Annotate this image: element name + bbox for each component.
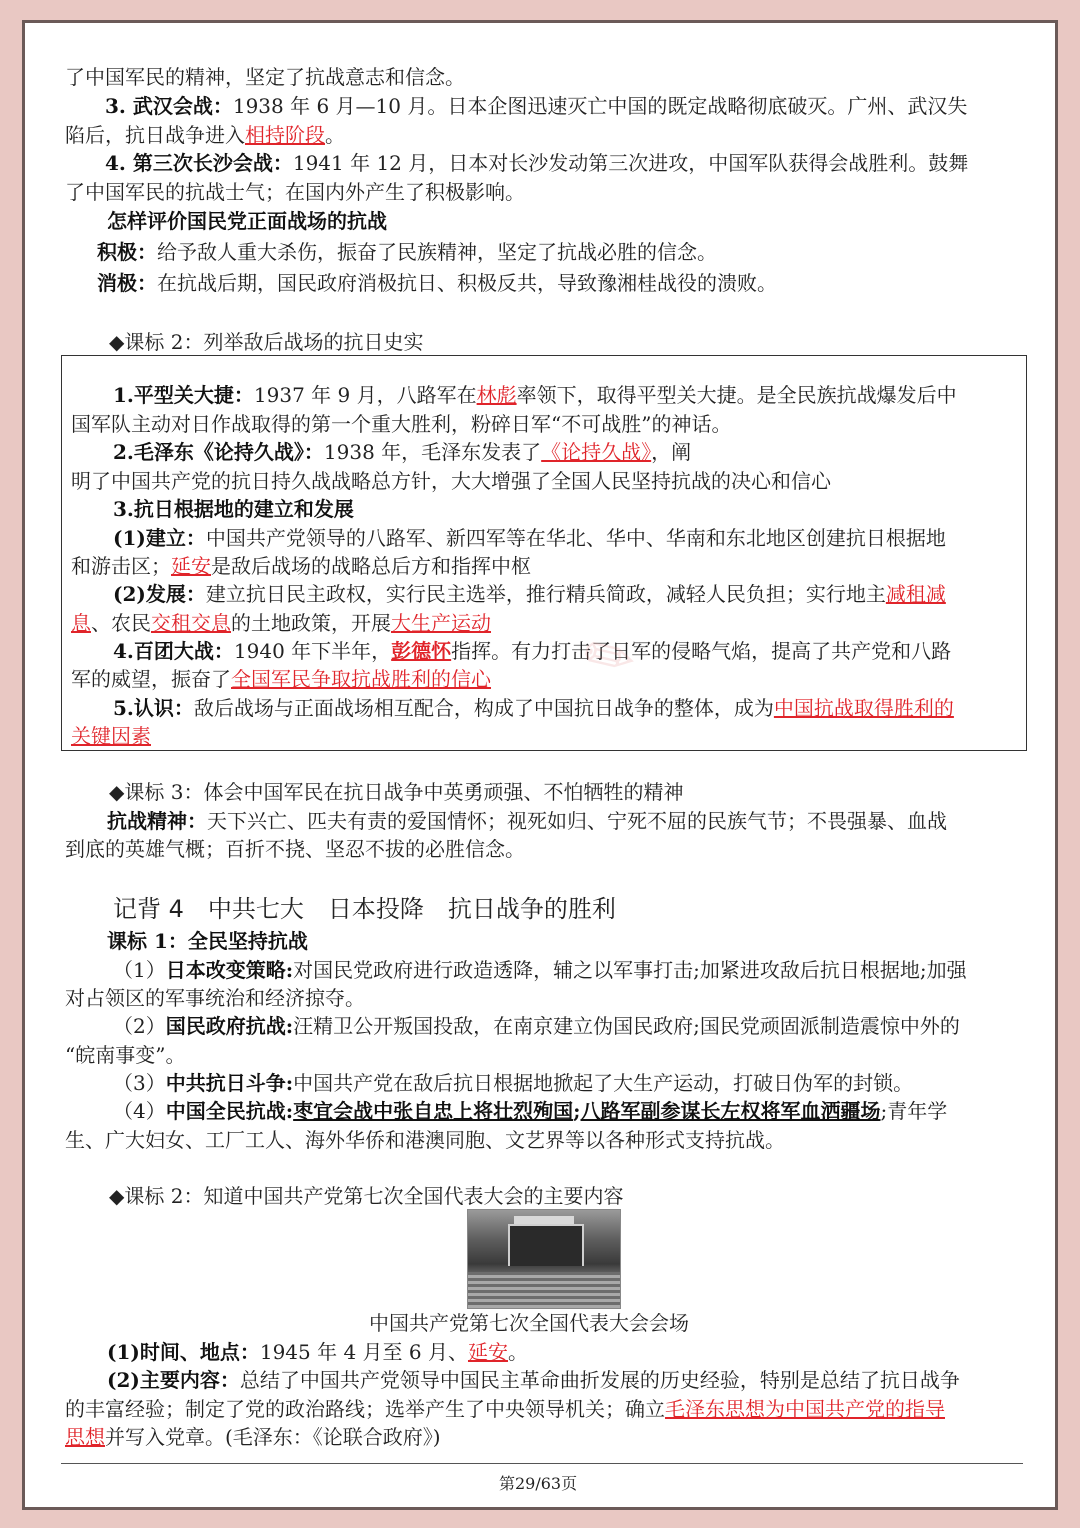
spirit-line: 抗战精神：天下兴亡、匹夫有责的爱国情怀；视死如归、宁死不屈的民族气节；不畏强暴、血战 <box>107 809 947 833</box>
list-item: （3）中共抗日斗争:中国共产党在敌后抗日根据地掀起了大生产运动，打破日伪军的封锁。 <box>113 1071 914 1095</box>
base-establish-line: (1)建立：中国共产党领导的八路军、新四军等在华北、华中、华南和东北地区创建抗日根据地 <box>113 526 946 550</box>
time-place-line: (1)时间、地点：1945 年 4 月至 6 月、延安。 <box>107 1340 528 1364</box>
page-number: 第29/63页 <box>499 1474 578 1493</box>
section-heading: ◆课标 3：体会中国军民在抗日战争中英勇顽强、不怕牺牲的精神 <box>109 780 684 804</box>
evaluation-heading: 怎样评价国民党正面战场的抗战 <box>107 209 387 233</box>
highlight-term: 《论持久战》 <box>541 440 652 464</box>
base-develop-line: (2)发展：建立抗日民主政权，实行民主选举，推行精兵简政，减轻人民负担；实行地主减租减 <box>113 582 946 606</box>
text-line: 的丰富经验；制定了党的政治路线；选举产生了中央领导机关；确立毛泽东思想为中国共产党的指导 <box>65 1397 945 1421</box>
negative-line: 消极：在抗战后期，国民政府消极抗日、积极反共，导致豫湘桂战役的溃败。 <box>97 271 777 295</box>
document-page <box>22 20 1058 1510</box>
highlight-term: 关键因素 <box>71 724 151 748</box>
text-line: 思想并写入党章。(毛泽东：《论联合政府》) <box>65 1425 441 1449</box>
wuhan-battle-line: 3. 武汉会战：1938 年 6 月—10 月。日本企图迅速灭亡中国的既定战略彻底破灭。广州、武汉失 <box>105 94 968 118</box>
highlight-term: 大生产运动 <box>391 611 491 635</box>
text-line: 军的威望，振奋了全国军民争取抗战胜利的信心 <box>71 667 491 691</box>
text-line: 和游击区；延安是敌后战场的战略总后方和指挥中枢 <box>71 554 531 578</box>
highlight-term: 中国抗战取得胜利的 <box>773 696 954 720</box>
congress-hall-photo <box>467 1209 621 1309</box>
section-heading: ◆课标 2：列举敌后战场的抗日史实 <box>109 330 424 354</box>
text-line: 生、广大妇女、工厂工人、海外华侨和港澳同胞、文艺界等以各种形式支持抗战。 <box>65 1128 785 1152</box>
highlight-term: 毛泽东思想为中国共产党的指导 <box>665 1397 945 1421</box>
text-line <box>71 722 151 750</box>
list-item: （1）日本改变策略:对国民党政府进行政造透降，辅之以军事打击;加紧进攻敌后抗日根据地;加强 <box>113 958 967 982</box>
text-line: “皖南事变”。 <box>65 1043 186 1067</box>
photo-caption: 中国共产党第七次全国代表大会会场 <box>369 1311 689 1335</box>
section-heading: ◆课标 2：知道中国共产党第七次全国代表大会的主要内容 <box>109 1184 624 1208</box>
highlight-term: 林彪 <box>476 383 517 407</box>
footer-divider <box>61 1463 1023 1464</box>
main-content-line: (2)主要内容：总结了中国共产党领导中国民主革命曲折发展的历史经验，特别是总结了抗日战争 <box>107 1368 960 1392</box>
subsection-heading: 课标 1：全民坚持抗战 <box>107 929 308 953</box>
text-line: 明了中国共产党的抗日持久战战略总方针，大大增强了全国人民坚持抗战的决心和信心 <box>71 469 831 493</box>
highlight-term: 息 <box>71 611 91 635</box>
highlight-term: 延安 <box>467 1340 508 1364</box>
highlight-term: 彭德怀 <box>391 639 452 663</box>
list-item: （4）中国全民抗战:枣宜会战中张自忠上将壮烈殉国;八路军副参谋长左权将军血洒疆场;青年学 <box>113 1099 948 1123</box>
highlight-term: 相持阶段 <box>245 123 325 147</box>
list-item: （2）国民政府抗战:汪精卫公开叛国投敌，在南京建立伪国民政府;国民党顽固派制造震惊中外的 <box>113 1014 960 1038</box>
base-areas-heading: 3.抗日根据地的建立和发展 <box>113 497 354 521</box>
watermark: ✎ <box>570 614 651 702</box>
text-line: 到底的英雄气概；百折不挠、坚忍不拔的必胜信念。 <box>65 837 525 861</box>
chapter-heading: 记背 4 中共七大 日本投降 抗日战争的胜利 <box>113 895 616 923</box>
text-line: 了中国军民的精神，坚定了抗战意志和信念。 <box>65 65 465 89</box>
highlight-term: 思想 <box>65 1425 105 1449</box>
pingxingguan-line: 1.平型关大捷：1937 年 9 月，八路军在林彪率领下，取得平型关大捷。是全民族抗战爆发后中 <box>113 383 957 407</box>
highlight-term: 减租减 <box>885 582 946 606</box>
text-line: 国军队主动对日作战取得的第一个重大胜利，粉碎日军“不可战胜”的神话。 <box>71 412 732 436</box>
positive-line: 积极：给予敌人重大杀伤，振奋了民族精神，坚定了抗战必胜的信念。 <box>97 240 717 264</box>
protracted-war-line: 2.毛泽东《论持久战》：1938 年，毛泽东发表了《论持久战》，阐 <box>113 440 692 464</box>
highlight-term: 全国军民争取抗战胜利的信心 <box>231 667 491 691</box>
understanding-line: 5.认识：敌后战场与正面战场相互配合，构成了中国抗日战争的整体，成为中国抗战取得胜利的 <box>113 696 954 720</box>
text-line: 陷后，抗日战争进入相持阶段。 <box>65 123 345 147</box>
highlight-term: 交租交息 <box>151 611 231 635</box>
changsha-battle-line: 4. 第三次长沙会战：1941 年 12 月，日本对长沙发动第三次进攻，中国军队获得会战胜利。鼓舞 <box>105 151 969 175</box>
text-line: 对占领区的军事统治和经济掠夺。 <box>65 986 365 1010</box>
text-line: 息、农民交租交息的土地政策，开展大生产运动 <box>71 611 491 635</box>
text-line: 了中国军民的抗战士气；在国内外产生了积极影响。 <box>65 180 525 204</box>
hundred-regiments-line: 4.百团大战：1940 年下半年，彭德怀指挥。有力打击了日军的侵略气焰，提高了共产党和八路 <box>113 639 952 663</box>
highlight-term: 延安 <box>171 554 211 578</box>
